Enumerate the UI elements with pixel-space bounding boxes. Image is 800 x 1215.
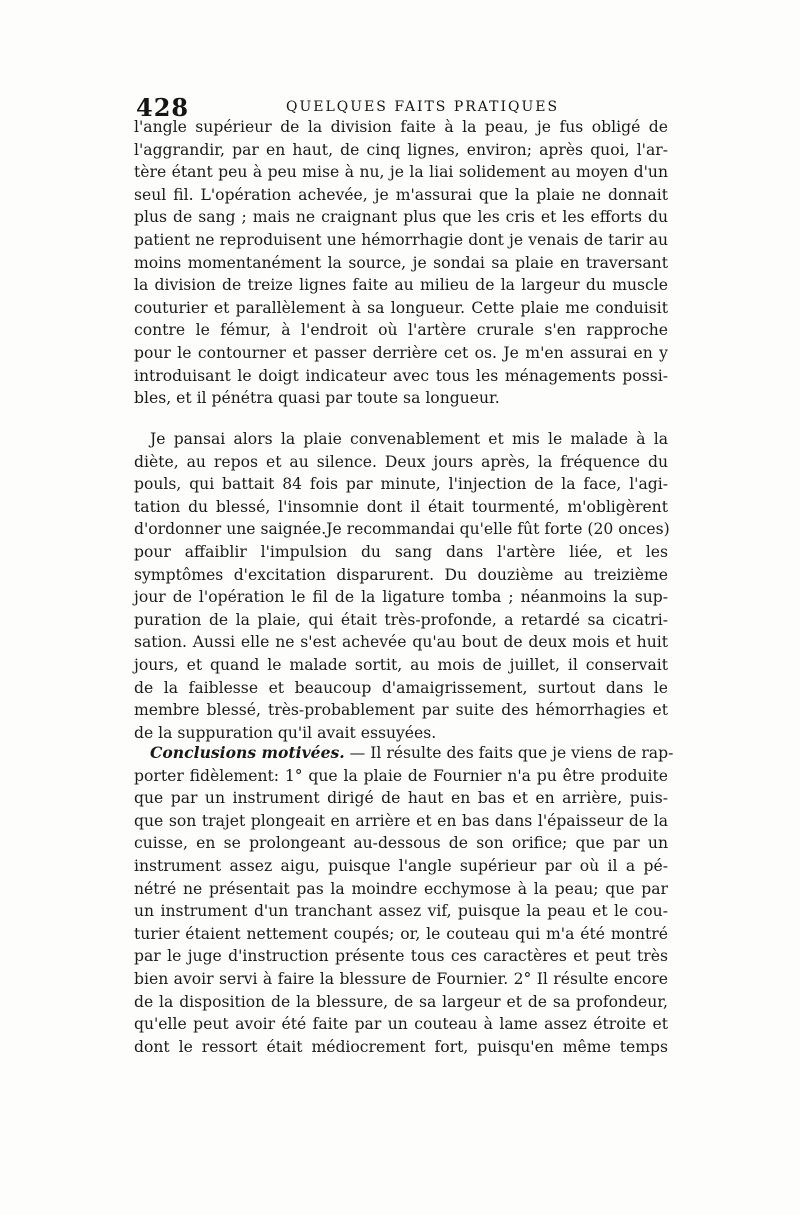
text-line: d'ordonner une saignée.Je recommandai qu'elle fût forte (20 onces) — [134, 520, 670, 539]
text-line: que son trajet plongeait en arrière et en bas dans l'épaisseur de la — [134, 811, 668, 830]
text-line: puration de la plaie, qui était très-profonde, a retardé sa cicatri- — [134, 610, 668, 629]
text-line: de la disposition de la blessure, de sa largeur et de sa profondeur, — [134, 992, 668, 1011]
text-fragment: — Il résulte des faits que je viens de rap- — [344, 744, 674, 762]
text-line: de la suppuration qu'il avait essuyées. — [134, 723, 437, 742]
page-number: 428 — [136, 93, 190, 122]
text-line: l'angle supérieur de la division faite à la peau, je fus obligé de — [134, 118, 668, 136]
text-line: bles, et il pénétra quasi par toute sa longueur. — [134, 389, 500, 408]
text-line: l'aggrandir, par en haut, de cinq lignes, environ; après quoi, l'ar- — [134, 140, 668, 159]
text-line: cuisse, en se prolongeant au-dessous de son orifice; que par un — [134, 834, 668, 853]
text-line — [134, 742, 674, 765]
text-line: contre le fémur, à l'endroit où l'artère crurale s'en rapproche — [134, 321, 668, 340]
text-line: de la faiblesse et beaucoup d'amaigrissement, surtout dans le — [134, 678, 668, 697]
text-line: un instrument d'un tranchant assez vif, puisque la peau et le cou- — [134, 902, 668, 921]
text-line: plus de sang ; mais ne craignant plus que les cris et les efforts du — [134, 208, 668, 227]
text-line: patient ne reproduisent une hémorrhagie dont je venais de tarir au — [134, 230, 668, 249]
text-line: par le juge d'instruction présente tous ces caractères et peut très — [134, 947, 668, 966]
text-line: pour le contourner et passer derrière cet os. Je m'en assurai en y — [134, 343, 668, 362]
text-line: symptômes d'excitation disparurent. Du douzième au treizième — [134, 565, 668, 584]
paragraph-1 — [134, 116, 668, 410]
text-line: seul fil. L'opération achevée, je m'assurai que la plaie ne donnait — [134, 185, 668, 204]
running-title: QUELQUES FAITS PRATIQUES — [286, 99, 560, 115]
text-line: sation. Aussi elle ne s'est achevée qu'au bout de deux mois et huit — [134, 633, 668, 652]
paragraph-2 — [134, 428, 668, 744]
text-line: porter fidèlement: 1° que la plaie de Fournier n'a pu être produite — [134, 766, 668, 785]
text-line: pouls, qui battait 84 fois par minute, l'injection de la face, l'agi- — [134, 475, 668, 494]
text-line: la division de treize lignes faite au milieu de la largeur du muscle — [134, 276, 668, 295]
text-line: bien avoir servi à faire la blessure de Fournier. 2° Il résulte encore — [134, 969, 668, 988]
text-line: Je pansai alors la plaie convenablement et mis le malade à la — [150, 430, 668, 448]
text-line: moins momentanément la source, je sondai sa plaie en traversant — [134, 253, 668, 272]
text-line: dont le ressort était médiocrement fort, puisqu'en même temps — [134, 1037, 668, 1056]
text-line: tation du blessé, l'insomnie dont il était tourmenté, m'obligèrent — [134, 497, 668, 516]
text-line: jours, et quand le malade sortit, au mois de juillet, il conservait — [134, 655, 668, 674]
text-line: instrument assez aigu, puisque l'angle supérieur par où il a pé- — [134, 856, 668, 875]
text-line: introduisant le doigt indicateur avec tous les ménagements possi- — [134, 366, 668, 385]
text-line: tère étant peu à peu mise à nu, je la liai solidement au moyen d'un — [134, 163, 668, 182]
text-line: turier étaient nettement coupés; or, le couteau qui m'a été montré — [134, 924, 668, 943]
text-line: membre blessé, très-probablement par suite des hémorrhagies et — [134, 701, 668, 720]
text-line: nétré ne présentait pas la moindre ecchymose à la peau; que par — [134, 879, 668, 898]
text-line: qu'elle peut avoir été faite par un couteau à lame assez étroite et — [134, 1015, 668, 1034]
text-line: diète, au repos et au silence. Deux jours après, la fréquence du — [134, 452, 668, 471]
paragraph-3 — [134, 742, 674, 1058]
text-line: jour de l'opération le fil de la ligature tomba ; néanmoins la sup- — [134, 588, 668, 607]
text-line: que par un instrument dirigé de haut en bas et en arrière, puis- — [134, 789, 668, 808]
text-line: pour affaiblir l'impulsion du sang dans l'artère liée, et les — [134, 542, 668, 561]
text-line: couturier et parallèlement à sa longueur. Cette plaie me conduisit — [134, 298, 668, 317]
section-lead-in: Conclusions motivées. — [150, 743, 345, 762]
